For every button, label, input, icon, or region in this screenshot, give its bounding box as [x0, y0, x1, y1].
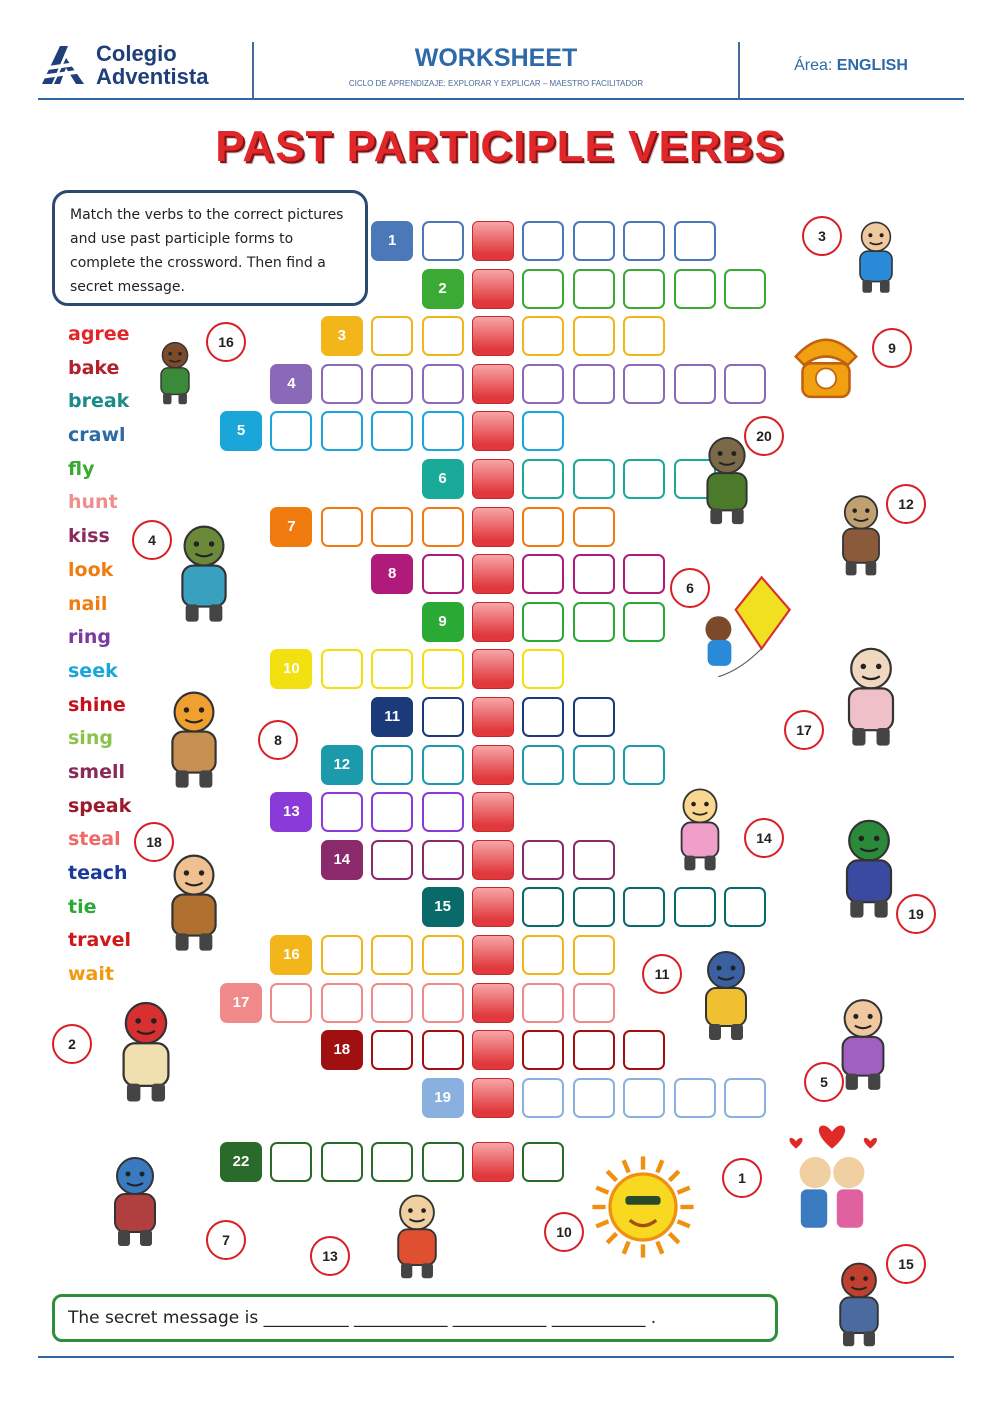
broken-arm-icon	[836, 204, 916, 308]
word-fly: fly	[68, 457, 95, 480]
picture-number-6: 6	[670, 568, 710, 608]
secret-message-blanks[interactable]: __________ ___________ ___________ ___________ .	[263, 1308, 657, 1328]
picture-number-11: 11	[642, 954, 682, 994]
word-agree: agree	[68, 323, 130, 345]
picture-number-19: 19	[896, 894, 936, 934]
word-look: look	[68, 558, 114, 581]
clue-number-13: 13	[270, 792, 312, 832]
picture-number-16: 16	[206, 322, 246, 362]
word-travel: travel	[68, 929, 132, 952]
picture-number-14: 14	[744, 818, 784, 858]
word-nail: nail	[68, 592, 108, 615]
clue-number-10: 10	[270, 649, 312, 689]
picture-number-1: 1	[722, 1158, 762, 1198]
school-name: Colegio Adventista	[96, 41, 209, 89]
word-teach: teach	[68, 862, 128, 884]
picture-number-17: 17	[784, 710, 824, 750]
crawling-baby-icon	[816, 640, 926, 750]
word-bake: bake	[68, 356, 120, 379]
clue-number-14: 14	[321, 840, 363, 880]
word-ring: ring	[68, 626, 112, 649]
secret-message-label: The secret message is	[68, 1308, 259, 1328]
clue-number-18: 18	[321, 1030, 363, 1070]
picture-number-4: 4	[132, 520, 172, 560]
clue-number-11: 11	[371, 697, 413, 737]
picture-number-7: 7	[206, 1220, 246, 1260]
picture-number-10: 10	[544, 1212, 584, 1252]
clue-number-6: 6	[422, 459, 464, 499]
kissing-kids-icon	[772, 1114, 892, 1236]
clue-number-12: 12	[321, 745, 363, 785]
word-smell: smell	[68, 760, 126, 783]
word-sing: sing	[68, 727, 113, 750]
clue-number-22: 22	[220, 1142, 262, 1182]
picture-number-9: 9	[872, 328, 912, 368]
clue-number-1: 1	[371, 221, 413, 261]
word-shine: shine	[68, 693, 126, 716]
clue-number-3: 3	[321, 316, 363, 356]
magnifier-contract-icon	[90, 990, 202, 1110]
girl-flower-icon	[654, 780, 746, 876]
footer-rule	[38, 1356, 954, 1358]
area-label-text: Área:	[794, 57, 833, 74]
worksheet-subtitle: CICLO DE APRENDIZAJE: EXPLORAR Y EXPLICAR – MAESTRO FACILITADOR	[348, 79, 644, 88]
picture-number-3: 3	[802, 216, 842, 256]
word-kiss: kiss	[68, 525, 110, 548]
worksheet-title: WORKSHEET	[414, 44, 578, 72]
singers-icon	[358, 1188, 476, 1282]
picture-number-20: 20	[744, 416, 784, 456]
picture-number-15: 15	[886, 1244, 926, 1284]
boy-tying-shoe-icon	[676, 942, 776, 1046]
clue-number-2: 2	[422, 269, 464, 309]
word-crawl: crawl	[68, 424, 126, 447]
picture-number-5: 5	[804, 1062, 844, 1102]
word-steal: steal	[68, 828, 121, 851]
word-wait: wait	[68, 963, 114, 986]
clue-number-5: 5	[220, 411, 262, 451]
teacher-icon	[140, 322, 210, 422]
area-value: ENGLISH	[836, 57, 908, 74]
clue-number-4: 4	[270, 364, 312, 404]
clue-number-7: 7	[270, 507, 312, 547]
picture-number-18: 18	[134, 822, 174, 862]
telephone-icon	[784, 320, 868, 410]
secret-message-box	[52, 1294, 778, 1342]
clue-number-8: 8	[371, 554, 413, 594]
word-speak: speak	[68, 794, 132, 817]
page-title: PAST PARTICIPLE VERBS	[215, 122, 785, 171]
clue-number-16: 16	[270, 935, 312, 975]
clue-number-15: 15	[422, 887, 464, 927]
word-hunt: hunt	[68, 491, 118, 514]
word-break: break	[68, 390, 130, 413]
clue-number-9: 9	[422, 602, 464, 642]
baking-icon	[140, 684, 248, 792]
picture-number-13: 13	[310, 1236, 350, 1276]
picture-number-12: 12	[886, 484, 926, 524]
sun-icon	[588, 1152, 698, 1262]
clue-number-19: 19	[422, 1078, 464, 1118]
handshake-house-icon	[68, 1150, 202, 1250]
door-smell-icon	[140, 846, 248, 956]
clue-number-17: 17	[220, 983, 262, 1023]
word-tie: tie	[68, 895, 97, 918]
instructions-box: Match the verbs to the correct pictures and use past participle forms to complete the crossword. Then find a secret message.	[52, 190, 368, 306]
word-seek: seek	[68, 659, 118, 682]
picture-number-8: 8	[258, 720, 298, 760]
picture-number-2: 2	[52, 1024, 92, 1064]
